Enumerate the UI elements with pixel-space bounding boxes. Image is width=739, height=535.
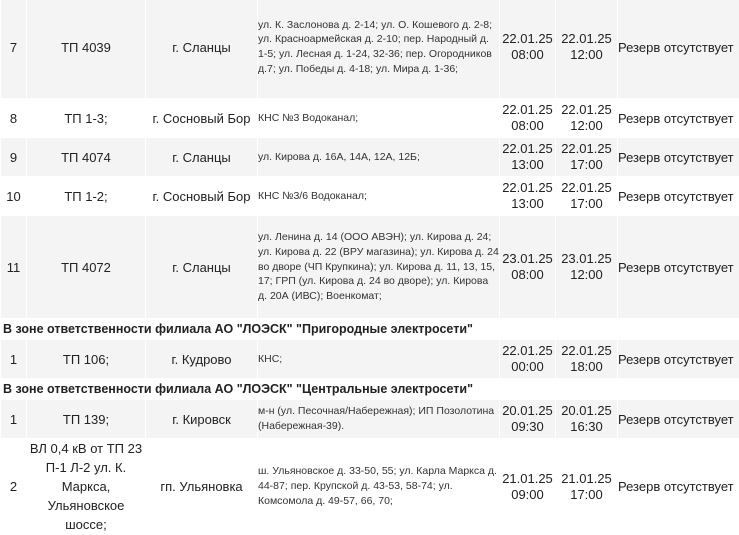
city: г. Сланцы bbox=[146, 216, 258, 319]
end-datetime bbox=[556, 439, 618, 535]
substation: ТП 4072 bbox=[27, 216, 146, 319]
row-number: 10 bbox=[1, 177, 27, 216]
start-datetime bbox=[500, 0, 556, 99]
section-title: В зоне ответственности филиала АО "ЛОЭСК" "Центральные электросети" bbox=[1, 379, 739, 400]
row-number: 1 bbox=[1, 400, 27, 439]
table-row bbox=[1, 138, 739, 177]
city: г. Сланцы bbox=[146, 138, 258, 177]
start-time: 00:00 bbox=[511, 359, 544, 374]
table-row bbox=[1, 177, 739, 216]
start-time: 09:30 bbox=[511, 419, 544, 434]
city: г. Сланцы bbox=[146, 0, 258, 99]
row-number: 8 bbox=[1, 99, 27, 138]
start-date: 22.01.25 bbox=[502, 343, 553, 358]
start-time: 13:00 bbox=[511, 196, 544, 211]
start-time: 08:00 bbox=[511, 118, 544, 133]
start-datetime bbox=[500, 340, 556, 379]
table-row bbox=[1, 400, 739, 439]
start-date: 20.01.25 bbox=[502, 403, 553, 418]
end-time: 12:00 bbox=[570, 47, 603, 62]
row-number: 11 bbox=[1, 216, 27, 319]
table-row bbox=[1, 99, 739, 138]
end-date: 22.01.25 bbox=[561, 343, 612, 358]
reserve-status: Резерв отсутствует bbox=[618, 177, 739, 216]
addresses: КНС №3 Водоканал; bbox=[258, 99, 500, 138]
start-date: 21.01.25 bbox=[502, 471, 553, 486]
start-datetime bbox=[500, 439, 556, 535]
end-datetime bbox=[556, 340, 618, 379]
section-title: В зоне ответственности филиала АО "ЛОЭСК" "Пригородные электросети" bbox=[1, 319, 739, 340]
start-datetime bbox=[500, 216, 556, 319]
end-datetime bbox=[556, 99, 618, 138]
addresses: ул. К. Заслонова д. 2-14; ул. О. Кошевого д. 2-8; ул. Красноармейская д. 2-10; пер. Народный д. 1-5; ул. Лесная д. 1-24, 32-36; пер. Огородников д.7; ул. Победы д. 4-18; ул. Мира д. 1-36; bbox=[258, 0, 500, 99]
substation: ТП 4074 bbox=[27, 138, 146, 177]
substation: ТП 106; bbox=[27, 340, 146, 379]
reserve-status: Резерв отсутствует bbox=[618, 216, 739, 319]
end-time: 17:00 bbox=[570, 196, 603, 211]
start-datetime bbox=[500, 177, 556, 216]
end-time: 16:30 bbox=[570, 419, 603, 434]
addresses: ул. Ленина д. 14 (ООО АВЭН); ул. Кирова д. 24; ул. Кирова д. 22 (ВРУ магазина); ул. Кирова д. 24 во дворе (ЧП Крупкина); ул. Кирова д. 11, 13, 15, 17; ГРП (ул. Кирова д. 24 во дворе); ул. Кирова д. 20А (ИВС); Военкомат; bbox=[258, 216, 500, 319]
reserve-status: Резерв отсутствует bbox=[618, 400, 739, 439]
city: г. Кудрово bbox=[146, 340, 258, 379]
row-number: 7 bbox=[1, 0, 27, 99]
reserve-status: Резерв отсутствует bbox=[618, 138, 739, 177]
addresses: КНС №3/6 Водоканал; bbox=[258, 177, 500, 216]
start-time: 08:00 bbox=[511, 47, 544, 62]
end-datetime bbox=[556, 400, 618, 439]
row-number: 2 bbox=[1, 439, 27, 535]
city: г. Кировск bbox=[146, 400, 258, 439]
start-date: 22.01.25 bbox=[502, 141, 553, 156]
reserve-status: Резерв отсутствует bbox=[618, 0, 739, 99]
end-date: 21.01.25 bbox=[561, 471, 612, 486]
start-date: 22.01.25 bbox=[502, 102, 553, 117]
end-datetime bbox=[556, 0, 618, 99]
section-header bbox=[1, 379, 739, 400]
table-row bbox=[1, 0, 739, 99]
start-datetime bbox=[500, 138, 556, 177]
start-time: 13:00 bbox=[511, 157, 544, 172]
table-row bbox=[1, 216, 739, 319]
end-datetime bbox=[556, 177, 618, 216]
section-header bbox=[1, 319, 739, 340]
row-number: 9 bbox=[1, 138, 27, 177]
end-time: 12:00 bbox=[570, 118, 603, 133]
reserve-status: Резерв отсутствует bbox=[618, 340, 739, 379]
start-date: 22.01.25 bbox=[502, 31, 553, 46]
end-time: 18:00 bbox=[570, 359, 603, 374]
end-datetime bbox=[556, 138, 618, 177]
end-date: 22.01.25 bbox=[561, 31, 612, 46]
substation: ТП 139; bbox=[27, 400, 146, 439]
start-date: 23.01.25 bbox=[502, 251, 553, 266]
end-time: 12:00 bbox=[570, 267, 603, 282]
city: г. Сосновый Бор bbox=[146, 177, 258, 216]
start-datetime bbox=[500, 400, 556, 439]
addresses: ул. Кирова д. 16А, 14А, 12А, 12Б; bbox=[258, 138, 500, 177]
substation: ТП 4039 bbox=[27, 0, 146, 99]
city: гп. Ульяновка bbox=[146, 439, 258, 535]
end-time: 17:00 bbox=[570, 157, 603, 172]
start-date: 22.01.25 bbox=[502, 180, 553, 195]
addresses: м-н (ул. Песочная/Набережная); ИП Позолотина (Набережная-39). bbox=[258, 400, 500, 439]
substation: ТП 1-3; bbox=[27, 99, 146, 138]
table-row bbox=[1, 340, 739, 379]
start-datetime bbox=[500, 99, 556, 138]
row-number: 1 bbox=[1, 340, 27, 379]
table-row bbox=[1, 439, 739, 535]
end-datetime bbox=[556, 216, 618, 319]
reserve-status: Резерв отсутствует bbox=[618, 99, 739, 138]
city: г. Сосновый Бор bbox=[146, 99, 258, 138]
substation: ВЛ 0,4 кВ от ТП 23 П-1 Л-2 ул. К. Маркса, Ульяновское шоссе; bbox=[27, 439, 146, 535]
reserve-status: Резерв отсутствует bbox=[618, 439, 739, 535]
substation: ТП 1-2; bbox=[27, 177, 146, 216]
end-date: 22.01.25 bbox=[561, 141, 612, 156]
end-date: 22.01.25 bbox=[561, 102, 612, 117]
addresses: ш. Ульяновское д. 33-50, 55; ул. Карла Маркса д. 44-87; пер. Крупской д. 43-53, 58-74; ул. Комсомола д. 49-57, 66, 70; bbox=[258, 439, 500, 535]
end-date: 22.01.25 bbox=[561, 180, 612, 195]
end-time: 17:00 bbox=[570, 487, 603, 502]
start-time: 09:00 bbox=[511, 487, 544, 502]
end-date: 20.01.25 bbox=[561, 403, 612, 418]
end-date: 23.01.25 bbox=[561, 251, 612, 266]
addresses: КНС; bbox=[258, 340, 500, 379]
start-time: 08:00 bbox=[511, 267, 544, 282]
